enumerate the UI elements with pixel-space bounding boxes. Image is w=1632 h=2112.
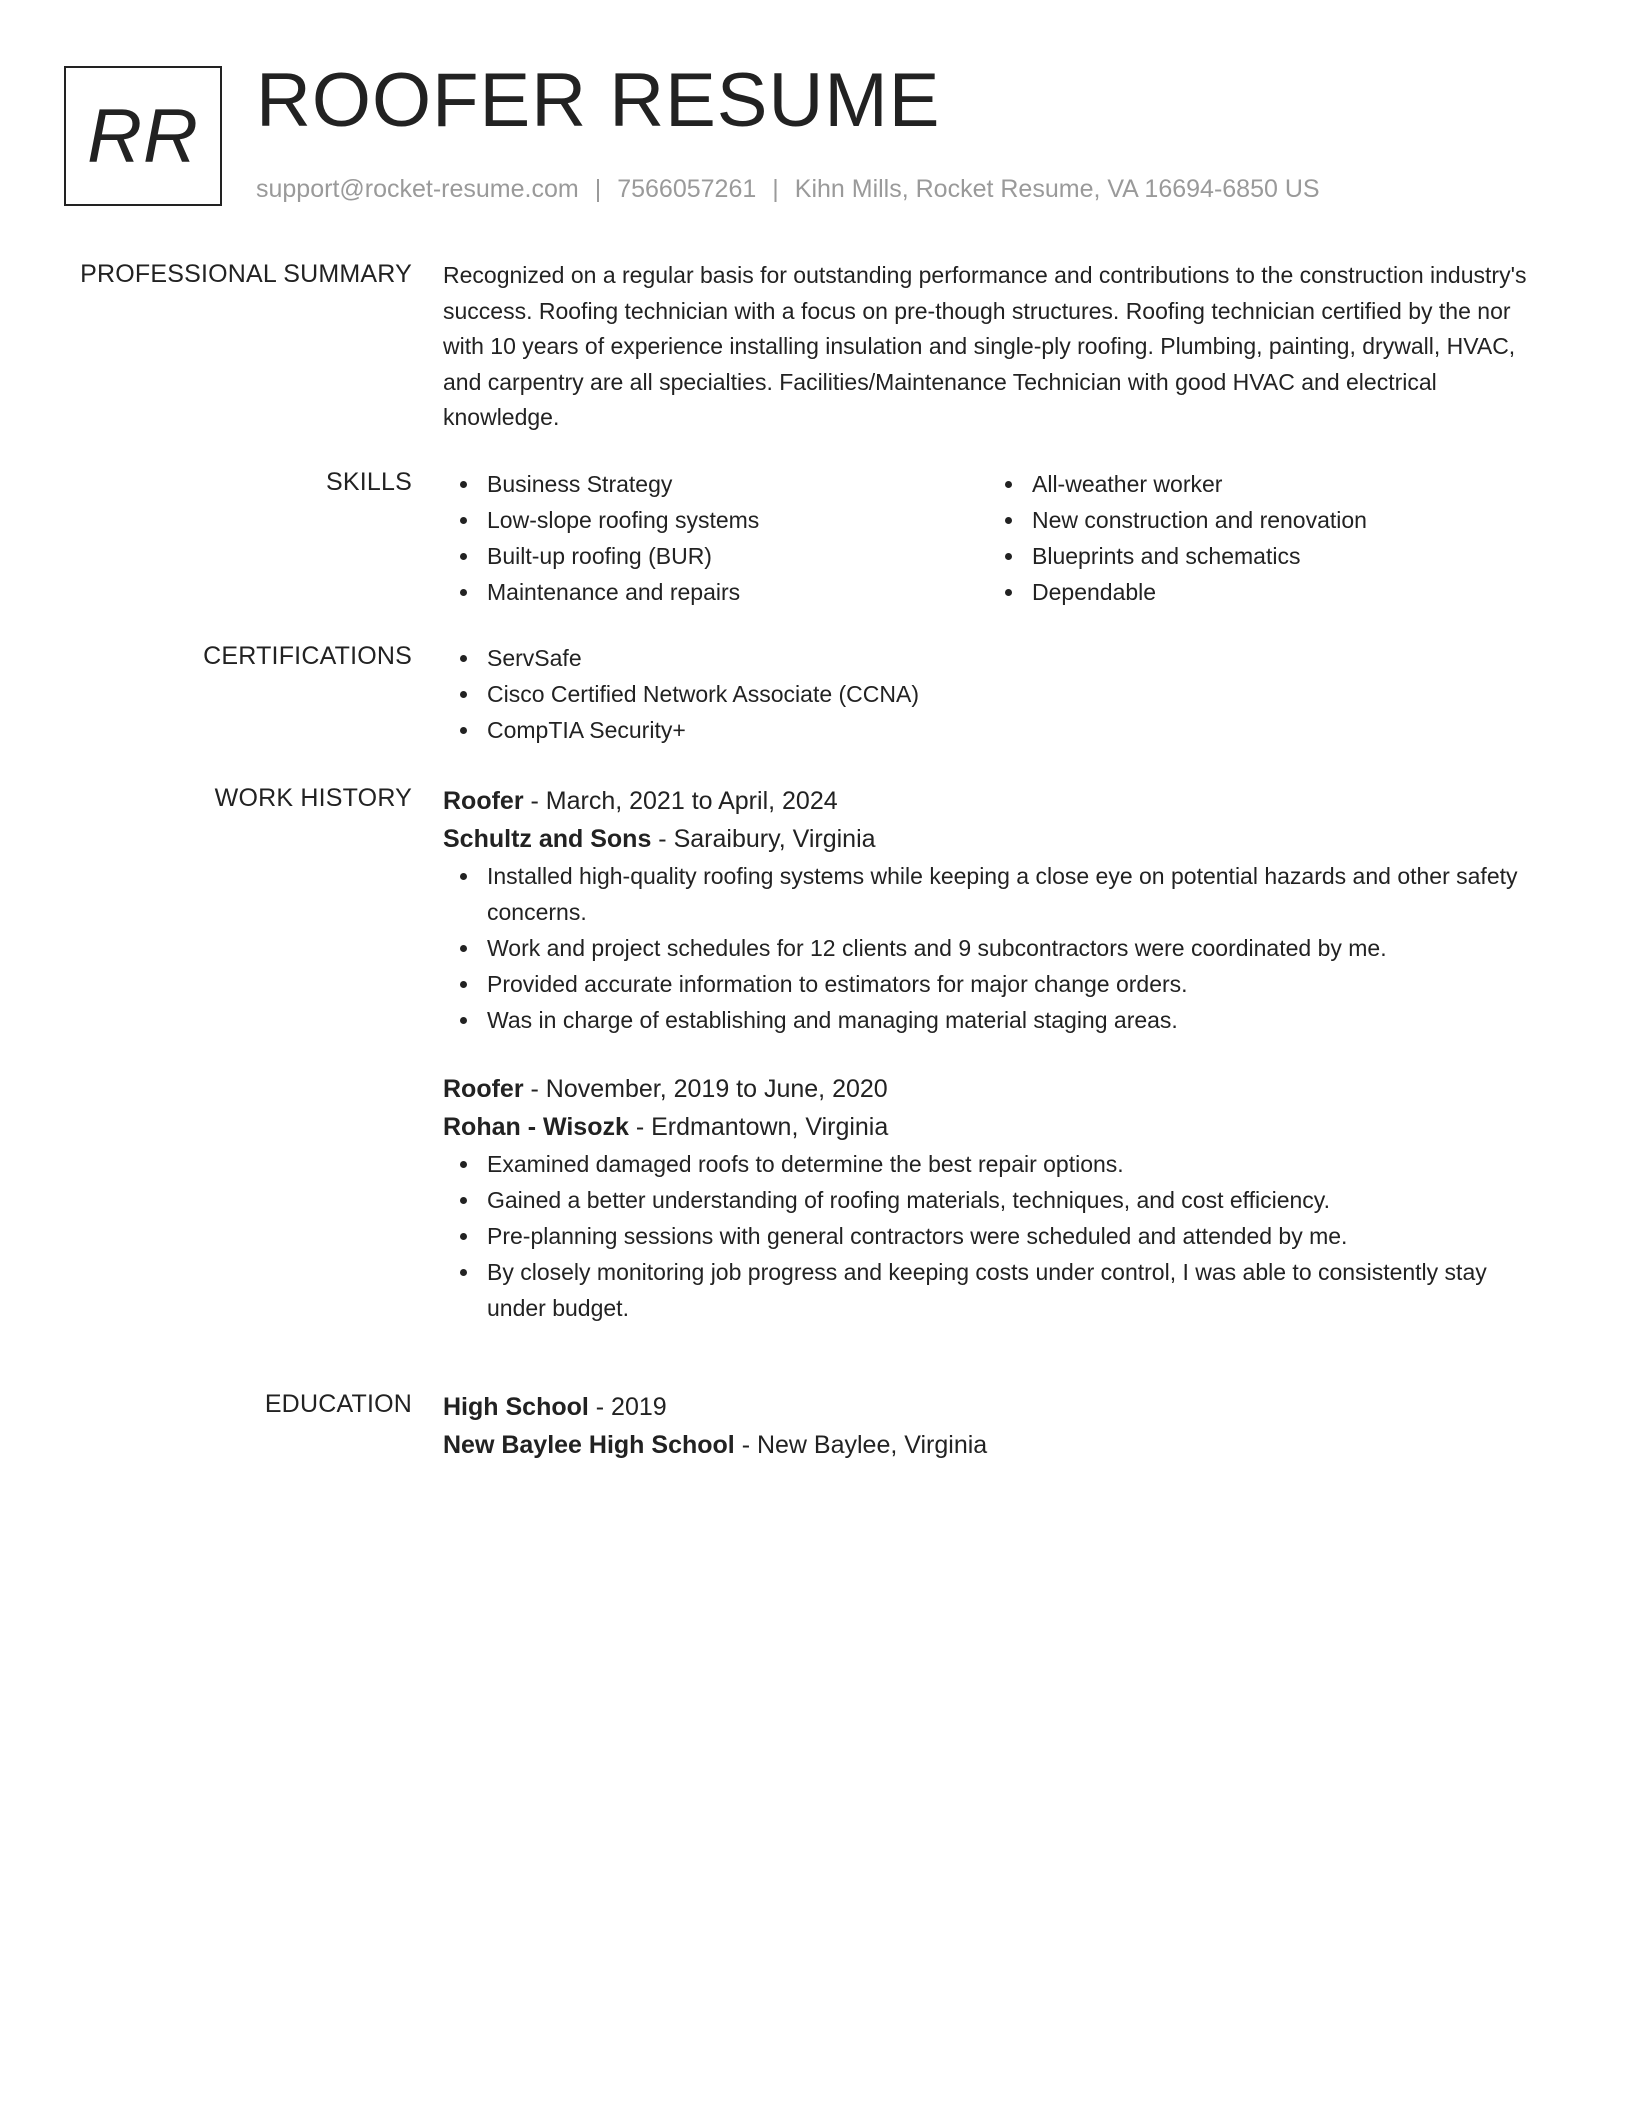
job-location: - Erdmantown, Virginia <box>628 1113 889 1141</box>
job-entry <box>443 782 1543 1038</box>
list-item: By closely monitoring job progress and keeping costs under control, I was able to consistently stay under budget. <box>443 1254 1543 1326</box>
job-bullets <box>443 858 1543 1038</box>
job-company: Rohan - Wisozk <box>443 1113 629 1141</box>
section-label-skills: SKILLS <box>326 468 412 496</box>
skills-body <box>443 466 1543 610</box>
education-school: New Baylee High School <box>443 1431 735 1459</box>
resume-title: ROOFER RESUME <box>256 58 941 143</box>
list-item: Pre-planning sessions with general contractors were scheduled and attended by me. <box>443 1218 1543 1254</box>
summary-text: Recognized on a regular basis for outstanding performance and contributions to the construction industry's success. Roofing technician with a focus on pre-though structures. Roofing technician certified by the nor with 10 years of experience installing insulation and single-ply roofing. Plumbing, painting, drywall, HVAC, and carpentry are all specialties. Facilities/Maintenance Technician with good HVAC and electrical knowledge. <box>443 262 1527 430</box>
monogram-badge: RR <box>64 66 222 206</box>
education-location: - New Baylee, Virginia <box>734 1431 988 1459</box>
contact-separator: | <box>772 175 779 203</box>
list-item: Provided accurate information to estimators for major change orders. <box>443 966 1543 1002</box>
job-company-line <box>443 820 1543 858</box>
list-item: CompTIA Security+ <box>443 712 1543 748</box>
list-item: Work and project schedules for 12 clients and 9 subcontractors were coordinated by me. <box>443 930 1543 966</box>
skills-list-left <box>443 466 988 610</box>
list-item: New construction and renovation <box>988 502 1533 538</box>
list-item: Maintenance and repairs <box>443 574 988 610</box>
education-school-line <box>443 1426 1543 1464</box>
job-company-line <box>443 1108 1543 1146</box>
job-title-line <box>443 1070 1543 1108</box>
job-title-line <box>443 782 1543 820</box>
job-bullets <box>443 1146 1543 1326</box>
education-degree: High School <box>443 1393 589 1421</box>
list-item: Dependable <box>988 574 1533 610</box>
list-item: Low-slope roofing systems <box>443 502 988 538</box>
list-item: Built-up roofing (BUR) <box>443 538 988 574</box>
contact-address: Kihn Mills, Rocket Resume, VA 16694-6850 US <box>794 175 1320 203</box>
contact-separator: | <box>594 175 602 203</box>
education-degree-line <box>443 1388 1543 1426</box>
contact-line <box>256 174 1320 204</box>
list-item: Business Strategy <box>443 466 988 502</box>
job-title: Roofer <box>443 787 524 815</box>
list-item: Examined damaged roofs to determine the best repair options. <box>443 1146 1543 1182</box>
job-title: Roofer <box>443 1075 524 1103</box>
certifications-list <box>443 640 1543 748</box>
job-entry <box>443 1070 1543 1326</box>
contact-phone: 7566057261 <box>617 175 757 203</box>
section-label-education: EDUCATION <box>264 1390 412 1418</box>
work-history-body <box>443 782 1543 1326</box>
job-location: - Saraibury, Virginia <box>651 825 876 853</box>
education-body <box>443 1388 1543 1464</box>
list-item: Cisco Certified Network Associate (CCNA) <box>443 676 1543 712</box>
list-item: Was in charge of establishing and managing material staging areas. <box>443 1002 1543 1038</box>
list-item: Installed high-quality roofing systems while keeping a close eye on potential hazards and other safety concerns. <box>443 858 1543 930</box>
contact-email: support@rocket-resume.com <box>256 175 579 203</box>
section-label-work-history: WORK HISTORY <box>214 784 412 812</box>
job-dates: - March, 2021 to April, 2024 <box>523 787 838 815</box>
section-label-certifications: CERTIFICATIONS <box>203 642 412 670</box>
certifications-body <box>443 640 1543 748</box>
skills-grid <box>443 466 1543 610</box>
section-label-summary: PROFESSIONAL SUMMARY <box>80 260 412 288</box>
list-item: ServSafe <box>443 640 1543 676</box>
list-item: All-weather worker <box>988 466 1533 502</box>
job-dates: - November, 2019 to June, 2020 <box>523 1075 888 1103</box>
list-item: Gained a better understanding of roofing materials, techniques, and cost efficiency. <box>443 1182 1543 1218</box>
skills-list-right <box>988 466 1533 610</box>
education-year: - 2019 <box>588 1393 667 1421</box>
job-company: Schultz and Sons <box>443 825 652 853</box>
list-item: Blueprints and schematics <box>988 538 1533 574</box>
